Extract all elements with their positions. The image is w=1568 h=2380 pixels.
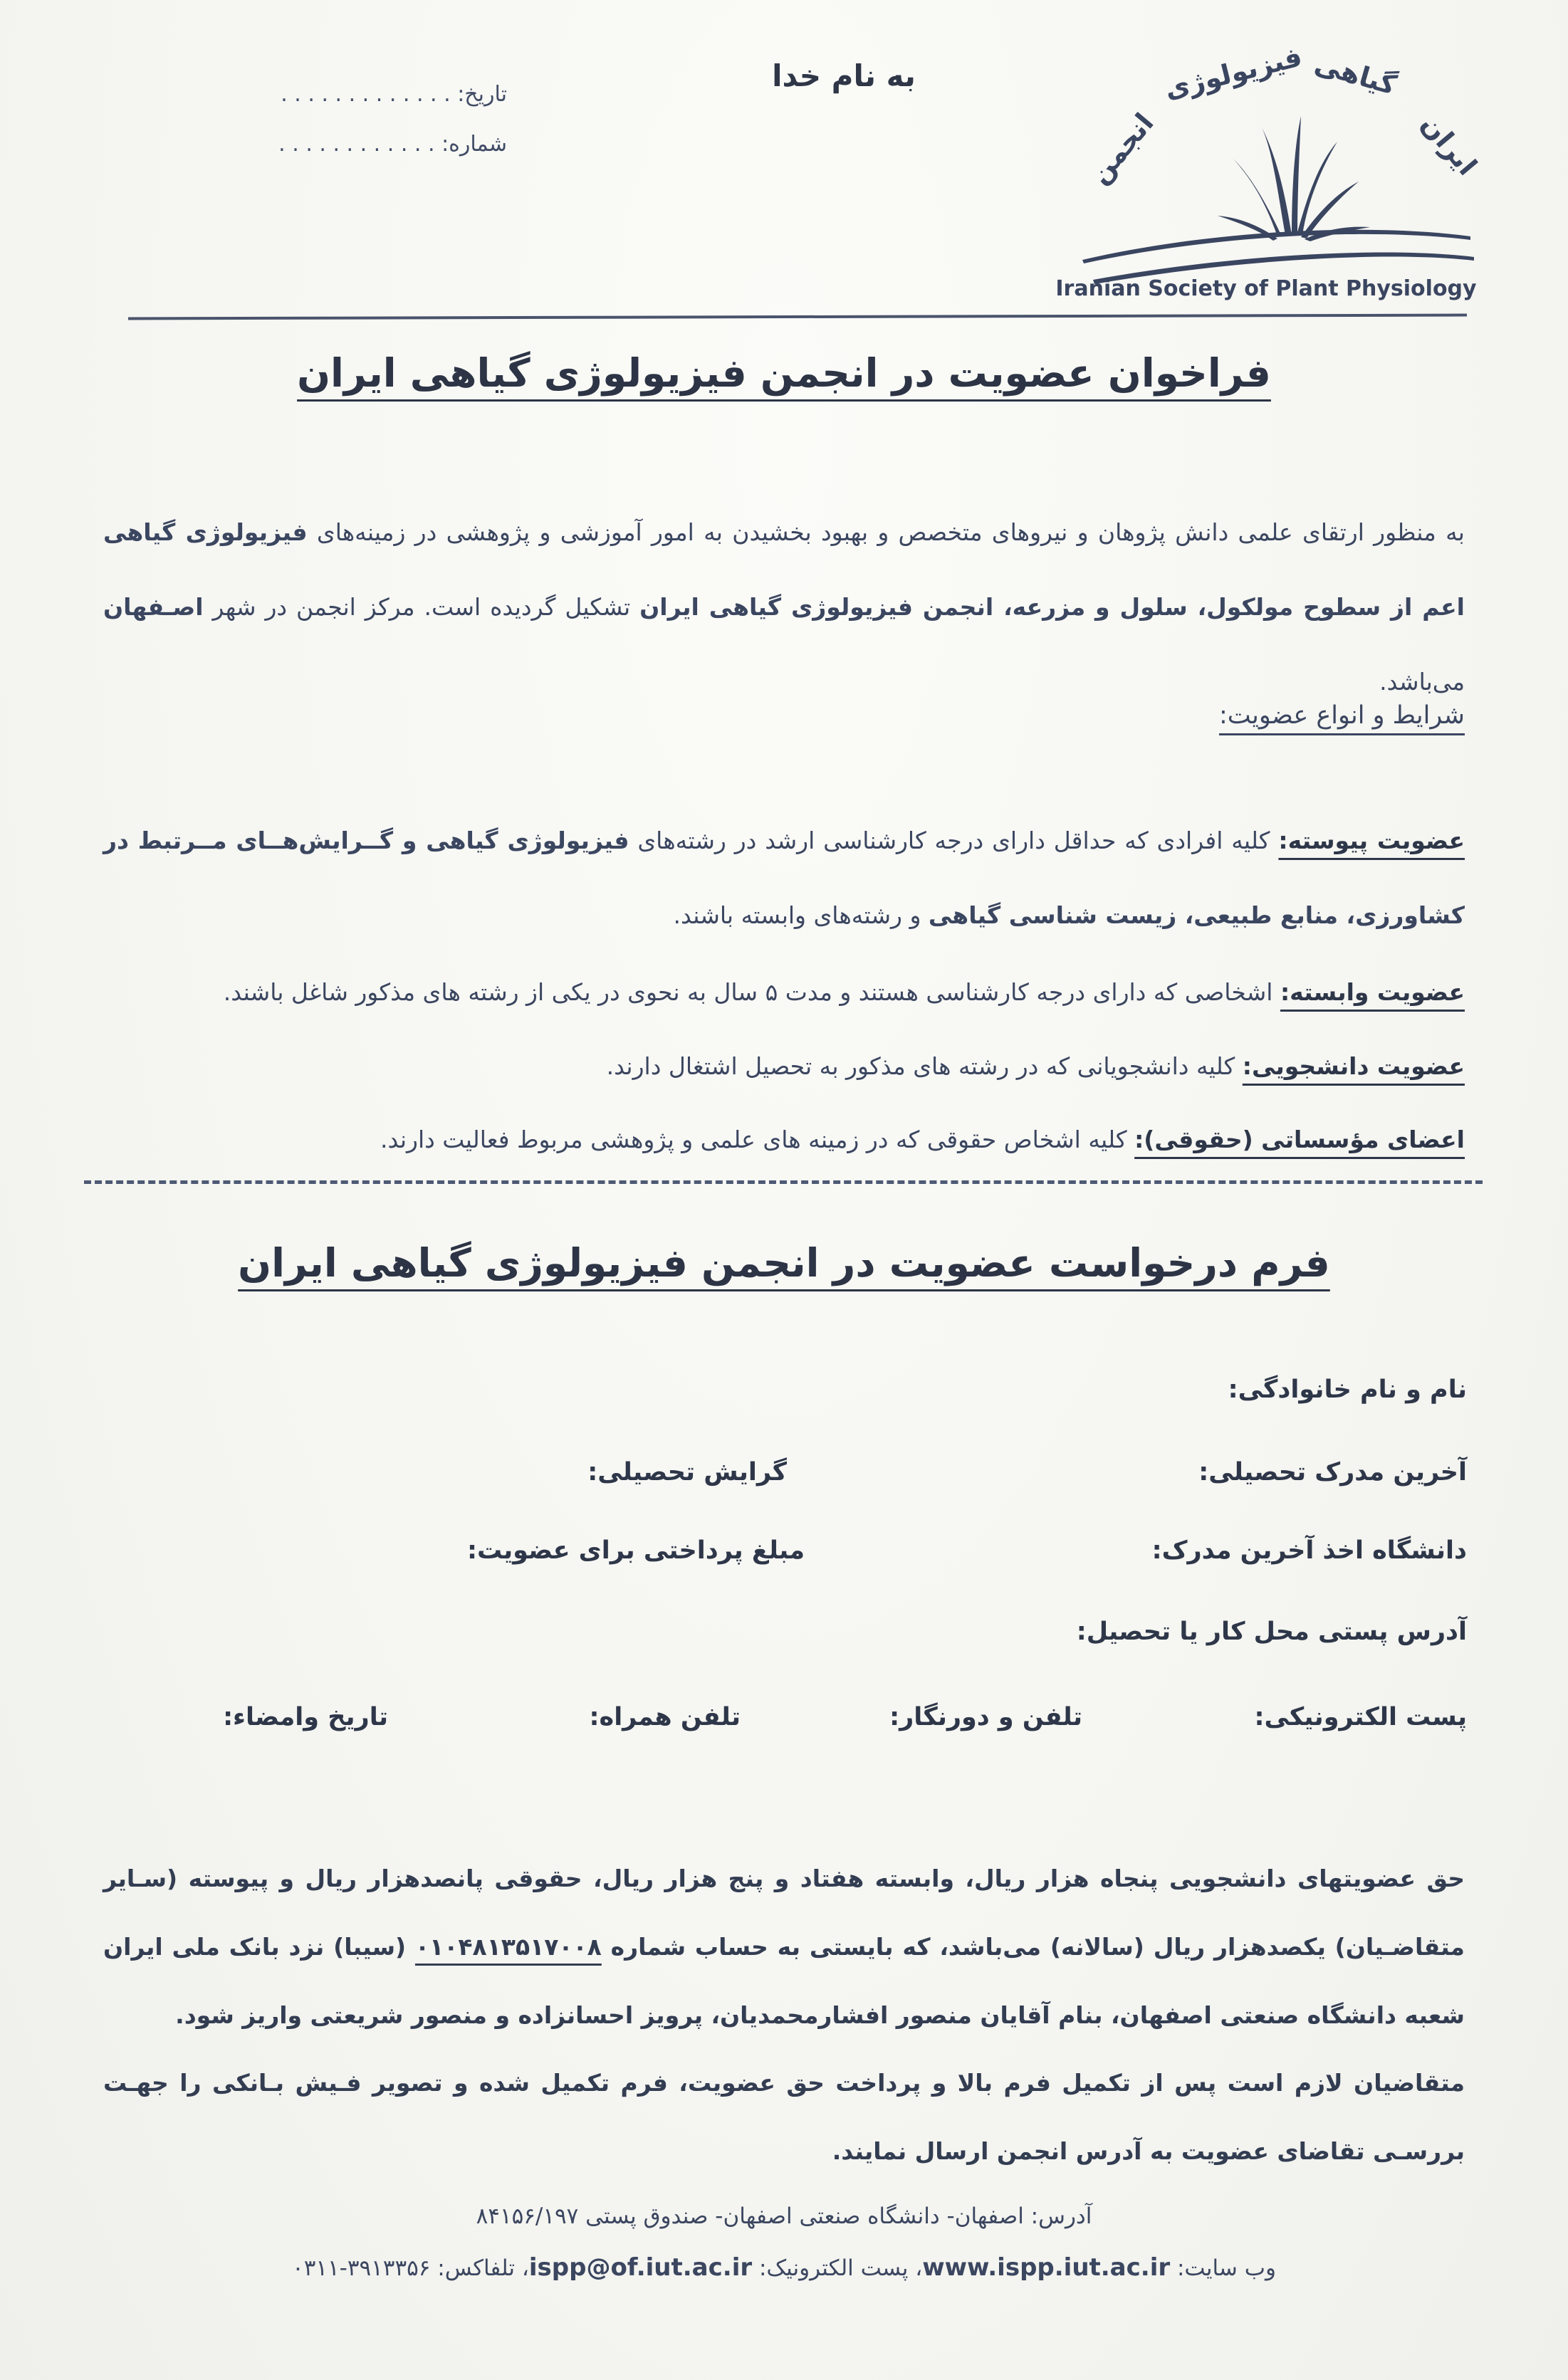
type-permanent-label: عضویت پیوسته: [1278, 827, 1465, 854]
type-student-body: کلیه دانشجویانی که در رشته های مذکور به تحصیل اشتغال دارند. [606, 1052, 1243, 1080]
field-last-degree: آخرین مدرک تحصیلی: [1198, 1458, 1467, 1487]
type-student-label: عضویت دانشجویی: [1242, 1052, 1465, 1080]
date-line [235, 70, 507, 120]
type-institutional-label: اعضای مؤسساتی (حقوقی): [1134, 1126, 1465, 1153]
svg-text:گیاهی: گیاهی [1311, 48, 1400, 101]
fees-run-1: حق عضویتهای دانشجویی پنجاه هزار ریال، وابسته هفتاد و پنج هزار ریال، حقوقی پانصدهزار ریال و پیوسته (سـایر متقاضـیان) یکصدهزار ریال (سالانه) می‌باشد، که بایستی به حساب شماره [103, 1865, 1465, 1961]
type-permanent-body-a: کلیه افرادی که حداقل دارای درجه کارشناسی ارشد در رشته‌های [629, 827, 1279, 854]
submission-note-paragraph: متقاضیان لازم است پس از تکمیل فرم بالا و پرداخت حق عضویت، فرم تکمیل شده و تصویر فـیش بـانکی را جهـت بررسـی تقاضای عضویت به آدرس انجمن ارسال نمایند. [103, 2069, 1465, 2165]
date-dotted-blank: . . . . . . . . . . . . . [281, 82, 451, 107]
society-logo [1054, 16, 1481, 308]
email-address: ispp@of.iut.ac.ir [528, 2253, 753, 2282]
field-fee-paid: مبلغ پرداختی برای عضویت: [466, 1536, 805, 1565]
plant-logo-icon [1054, 16, 1481, 308]
field-university: دانشگاه اخذ آخرین مدرک: [1151, 1536, 1467, 1565]
website-url: www.ispp.iut.ac.ir [922, 2253, 1171, 2282]
website-label: وب سایت: [1170, 2255, 1276, 2281]
number-label: شماره: [441, 132, 507, 157]
field-email: پست الکترونیکی: [1254, 1703, 1467, 1731]
footer-contact-line [0, 2253, 1568, 2282]
membership-type-student [103, 1029, 1465, 1103]
intro-run-4-bold: اصـفهان [103, 593, 204, 621]
logo-caption-english: Iranian Society of Plant Physiology [1055, 276, 1477, 301]
header-divider [128, 314, 1467, 320]
intro-run-5: می‌باشد. [1379, 668, 1465, 696]
call-title-text: فراخوان عضویت در انجمن فیزیولوژی گیاهی ایران [297, 350, 1271, 396]
field-major: گرایش تحصیلی: [587, 1458, 787, 1487]
logo-arc-text [1083, 41, 1481, 189]
svg-text:انجمن: انجمن [1083, 107, 1160, 190]
number-line [235, 120, 507, 169]
footer-address-line [0, 2203, 1568, 2229]
field-phone-fax: تلفن و دورنگار: [889, 1703, 1082, 1731]
number-dotted-blank: . . . . . . . . . . . . [278, 132, 435, 157]
type-permanent-body-bold: فیزیولوژی گیاهی و گــرایش‌هــای مــرتبط در کشاورزی، منابع طبیعی، زیست شناسی گیاهی [103, 827, 1465, 929]
bismillah-text: به نام خدا [772, 58, 916, 93]
form-title-text: فرم درخواست عضویت در انجمن فیزیولوژی گیاهی ایران [238, 1240, 1330, 1286]
fees-run-2: (سیبا) نزد بانک ملی ایران شعبه دانشگاه صنعتی اصفهان، بنام آقایان منصور افشارمحمدیان، پرویز احسانزاده و منصور شریعتی واریز شود. [103, 1933, 1465, 2029]
address-text: آدرس: اصفهان- دانشگاه صنعتی اصفهان- صندوق پستی [578, 2203, 1092, 2229]
intro-run-3: تشکیل گردیده است. مرکز انجمن در شهر [203, 593, 640, 621]
svg-text:فیزیولوژی: فیزیولوژی [1161, 41, 1305, 105]
fees-paragraph [103, 1845, 1465, 2050]
form-title [0, 1240, 1568, 1286]
email-label: ، پست الکترونیک: [752, 2255, 923, 2281]
dashed-separator [84, 1180, 1483, 1184]
po-box-number: ۸۴۱۵۶/۱۹۷ [476, 2203, 579, 2229]
date-label: تاریخ: [457, 82, 507, 107]
field-mobile: تلفن همراه: [589, 1703, 741, 1731]
field-postal-address: آدرس پستی محل کار یا تحصیل: [1076, 1618, 1467, 1646]
membership-type-associate [103, 955, 1465, 1029]
conditions-heading: شرایط و انواع عضویت: [1219, 701, 1465, 730]
type-institutional-body: کلیه اشخاص حقوقی که در زمینه های علمی و پژوهشی مربوط فعالیت دارند. [380, 1126, 1135, 1153]
telefax-label: ، تلفاکس: [430, 2255, 529, 2281]
field-date-signature: تاریخ وامضاء: [223, 1703, 388, 1731]
svg-text:ایران: ایران [1415, 108, 1481, 182]
intro-run-2-bold: فیزیولوژی گیاهی اعم از سطوح مولکول، سلول و مزرعه، انجمن فیزیولوژی گیاهی ایران [103, 518, 1465, 621]
call-title [0, 350, 1568, 396]
membership-type-permanent [103, 803, 1465, 953]
type-associate-label: عضویت وابسته: [1280, 978, 1465, 1006]
type-associate-body: اشخاصی که دارای درجه کارشناسی هستند و مدت ۵ سال به نحوی در یکی از رشته های مذکور شاغل باشند. [223, 978, 1280, 1006]
bank-account-number: ۰۱۰۴۸۱۳۵۱۷۰۰۸ [414, 1933, 602, 1961]
type-permanent-body-b: و رشته‌های وابسته باشند. [673, 901, 929, 929]
intro-paragraph [103, 495, 1465, 719]
intro-run-1: به منظور ارتقای علمی دانش پژوهان و نیروهای متخصص و بهبود بخشیدن به امور آموزشی و پژوهشی در زمینه‌های [307, 518, 1465, 546]
grass-icon [1218, 116, 1370, 241]
membership-type-institutional [103, 1102, 1465, 1177]
letterhead-meta [235, 70, 507, 169]
field-full-name: نام و نام خانوادگی: [1228, 1375, 1467, 1404]
telefax-number: ۰۳۱۱-۳۹۱۳۳۵۶ [292, 2255, 431, 2281]
